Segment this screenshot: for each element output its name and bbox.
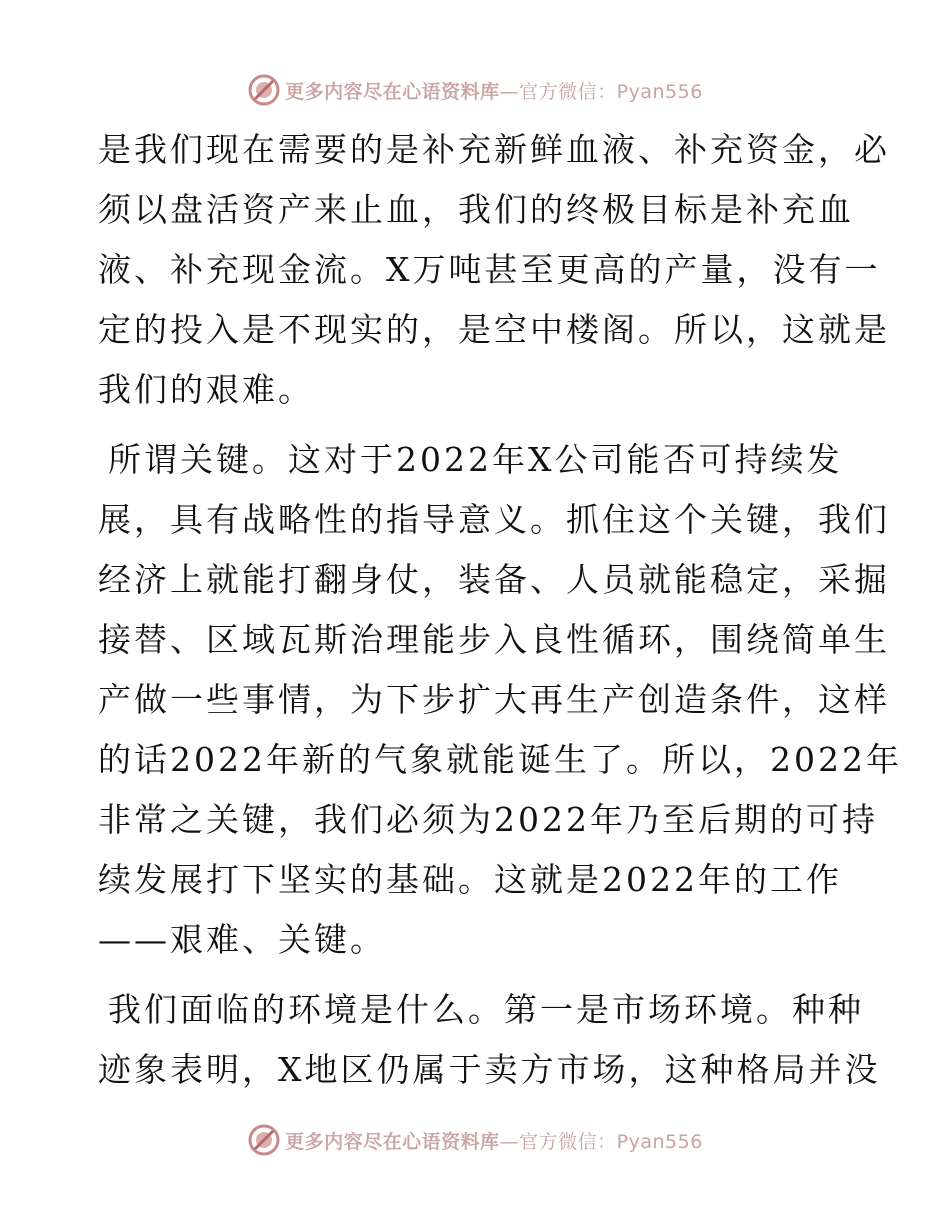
footer-banner-main: 更多内容尽在心语资料库	[285, 1130, 500, 1153]
seal-logo-icon	[247, 73, 281, 107]
text-line: 续发展打下坚实的基础。这就是2022年的工作	[98, 860, 842, 899]
text-line: 我们面临的环境是什么。第一是市场环境。种种	[108, 990, 864, 1029]
paragraph-3	[98, 980, 881, 1100]
text-line: 展，具有战略性的指导意义。抓住这个关键，我们	[98, 500, 890, 539]
text-line: 的话2022年新的气象就能诞生了。所以，2022年	[98, 740, 902, 779]
document-body	[98, 120, 902, 1100]
paragraph-1	[98, 120, 890, 420]
footer-banner-text	[285, 1127, 703, 1154]
footer-banner	[0, 1118, 950, 1162]
text-line: 产做一些事情，为下步扩大再生产创造条件，这样	[98, 680, 890, 719]
text-line: 经济上就能打翻身仗，装备、人员就能稳定，采掘	[98, 560, 890, 599]
footer-banner-dash: —	[499, 1130, 520, 1153]
text-line: 迹象表明，X地区仍属于卖方市场，这种格局并没	[98, 1050, 881, 1089]
text-line: 我们的艰难。	[98, 370, 314, 409]
paragraph-gap	[98, 420, 858, 430]
header-banner-dash: —	[499, 80, 520, 103]
text-line: 所谓关键。这对于2022年X公司能否可持续发	[108, 440, 843, 479]
text-line: 接替、区域瓦斯治理能步入良性循环，围绕简单生	[98, 620, 890, 659]
header-banner-contact: 官方微信：Pyan556	[519, 80, 703, 103]
footer-banner-contact: 官方微信：Pyan556	[519, 1130, 703, 1153]
seal-logo-icon	[247, 1123, 281, 1157]
header-banner-text	[285, 77, 703, 104]
header-banner-main: 更多内容尽在心语资料库	[285, 80, 500, 103]
text-line: ——艰难、关键。	[98, 920, 386, 959]
text-line: 非常之关键，我们必须为2022年乃至后期的可持	[98, 800, 878, 839]
paragraph-2	[98, 430, 902, 970]
paragraph-gap	[98, 970, 858, 980]
header-banner	[0, 68, 950, 112]
text-line: 液、补充现金流。X万吨甚至更高的产量，没有一	[98, 250, 881, 289]
text-line: 须以盘活资产来止血，我们的终极目标是补充血	[98, 190, 854, 229]
text-line: 定的投入是不现实的，是空中楼阁。所以，这就是	[98, 310, 890, 349]
text-line: 是我们现在需要的是补充新鲜血液、补充资金，必	[98, 130, 890, 169]
